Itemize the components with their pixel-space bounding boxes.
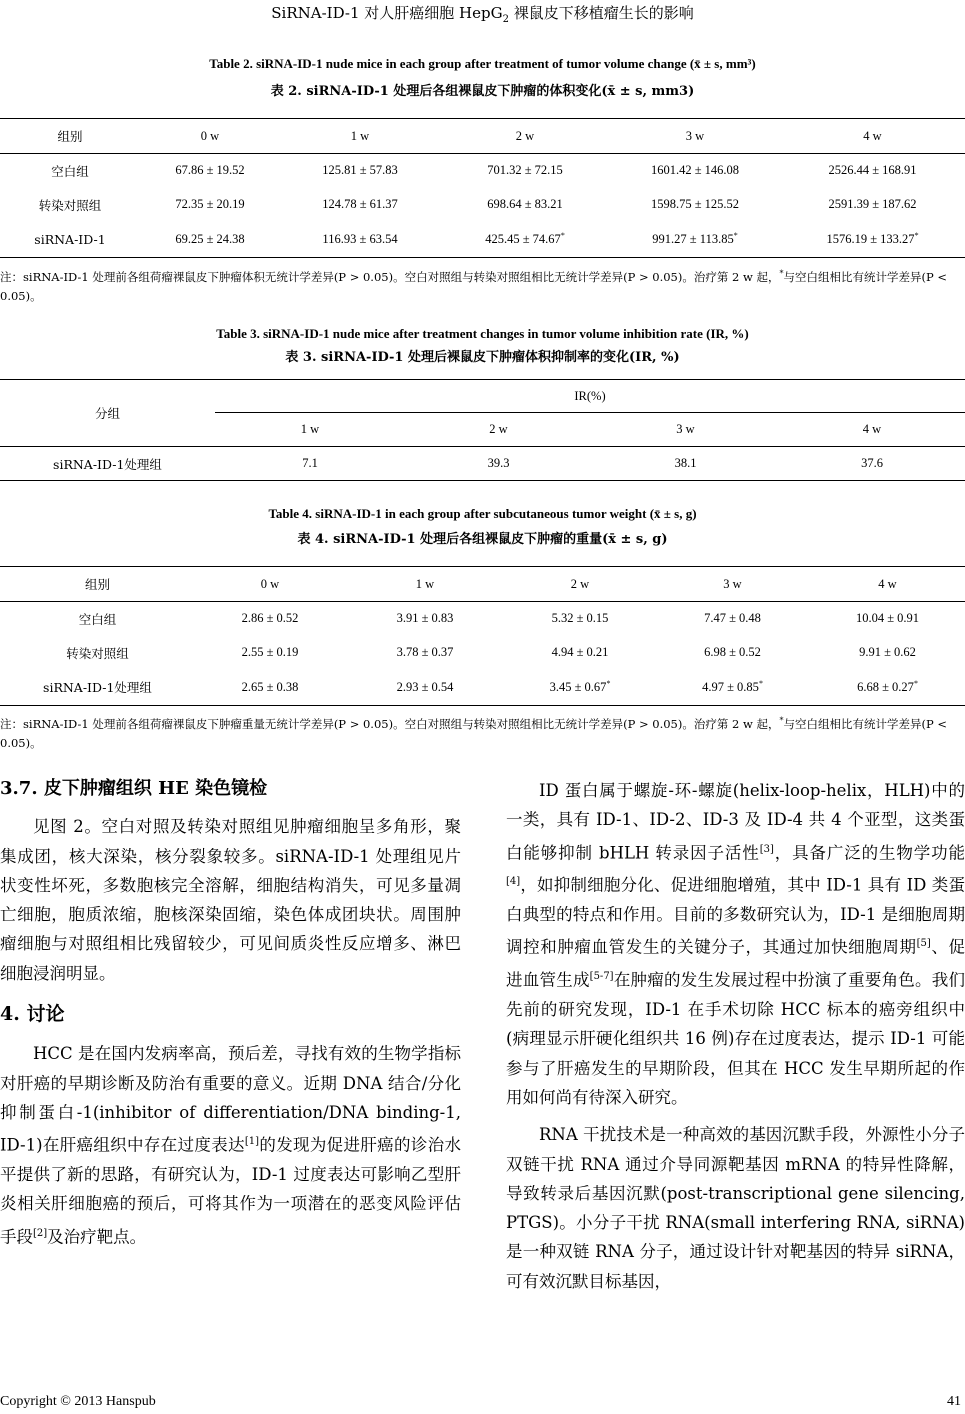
table-cell: 7.1 bbox=[302, 456, 318, 470]
header-cell: 1 w bbox=[350, 128, 370, 143]
header-cell: 组别 bbox=[84, 577, 110, 592]
section-heading-3-7: 3.7. 皮下肿瘤组织 HE 染色镜检 bbox=[0, 778, 268, 799]
row-label: siRNA-ID-1 bbox=[34, 231, 106, 247]
row-label: 空白组 bbox=[51, 163, 89, 179]
table-cell: 701.32 ± 72.15 bbox=[487, 163, 563, 178]
table-cell: 2.65 ± 0.38 bbox=[241, 679, 299, 694]
table-cell: 7.47 ± 0.48 bbox=[704, 611, 761, 626]
header-cell: 组别 bbox=[57, 129, 83, 144]
header-cell: 2 w bbox=[570, 576, 590, 591]
table-cell: 3.78 ± 0.37 bbox=[396, 645, 454, 659]
paragraph: ID 蛋白属于螺旋-环-螺旋(helix-loop-helix，HLH)中的一类，具有 ID-1、ID-2、ID-3 及 ID-4 共 4 个亚型，这类蛋白能够抑制 bHLH 转录因子活性[3]，具备广泛的生物学功能[4]，如抑制细胞分化、促进细胞增殖，其中 ID-1 具有 ID 类蛋白典型的特点和作用。目前的多数研究认为，ID-1 是细胞周期调控和肿瘤血管发生的关键分子，其通过加快细胞周期[5]、促进血管生成[5-7]在肿瘤的发生发展过程中扮演了重要角色。我们先前的研究发现，ID-1 在手术切除 HCC 标本的癌旁组织中(病理显示肝硬化组织共 16 例)存在过度表达，提示 ID-1 可能参与了肝癌发生的早期阶段，但其在 HCC 发生早期所起的作用如何尚有待深入研究。 bbox=[506, 781, 965, 1107]
table-cell: 425.45 ± 74.67* bbox=[485, 231, 565, 247]
header-cell: 2 w bbox=[489, 422, 508, 436]
header-cell: 4 w bbox=[878, 576, 897, 591]
table-cell: 1598.75 ± 125.52 bbox=[650, 197, 740, 211]
table-cell: 2.55 ± 0.19 bbox=[241, 645, 299, 659]
table-row bbox=[0, 222, 965, 258]
table-row bbox=[0, 447, 965, 481]
table-cell: 10.04 ± 0.91 bbox=[855, 611, 920, 626]
table-cell: 69.25 ± 24.38 bbox=[175, 231, 245, 246]
table-row bbox=[0, 602, 965, 636]
significance-mark: * bbox=[758, 679, 763, 689]
table-cell: 3.45 ± 0.67* bbox=[549, 679, 611, 695]
header-cell: 4 w bbox=[863, 128, 882, 143]
table4-note: 注：siRNA-ID-1 处理前各组荷瘤裸鼠皮下肿瘤重量无统计学差异(P > 0.05)。空白对照组与转染对照组相比无统计学差异(P > 0.05)。治疗第 2 w 起，*与空白组相比有统计学差异(P < 0.05)。 bbox=[0, 716, 947, 750]
right-column bbox=[506, 776, 965, 1296]
table-cell: 67.86 ± 19.52 bbox=[175, 163, 245, 178]
table-cell: 38.1 bbox=[674, 456, 697, 470]
header-cell: 3 w bbox=[676, 422, 695, 436]
header-cell: 4 w bbox=[862, 422, 882, 436]
header-cell: 1 w bbox=[300, 422, 320, 436]
table-cell: 1576.19 ± 133.27* bbox=[826, 231, 919, 247]
table-header-row bbox=[0, 380, 965, 413]
row-label: siRNA-ID-1处理组 bbox=[43, 680, 152, 696]
row-label: 空白组 bbox=[78, 611, 117, 627]
row-label: 转染对照组 bbox=[66, 645, 129, 661]
significance-mark: * bbox=[560, 231, 565, 241]
row-label: siRNA-ID-1处理组 bbox=[53, 456, 162, 472]
table-cell: 1601.42 ± 146.08 bbox=[650, 163, 740, 178]
table4-caption-en: Table 4. siRNA-ID-1 in each group after subcutaneous tumor weight (x̄ ± s, g) bbox=[268, 506, 697, 521]
table2-caption-en: Table 2. siRNA-ID-1 nude mice in each group after treatment of tumor volume change (x̄ ± s, mm³) bbox=[209, 56, 756, 71]
table-cell: 116.93 ± 63.54 bbox=[322, 231, 398, 246]
paragraph: RNA 干扰技术是一种高效的基因沉默手段，外源性小分子双链干扰 RNA 通过介导同源靶基因 mRNA 的特异性降解，导致转录后基因沉默(post-transcriptional gene silencing, PTGS)。小分子干扰 RNA(small interfering RNA, siRNA)是一种双链 RNA 分子，通过设计针对靶基因的特异 siRNA，可有效沉默目标基因， bbox=[506, 1125, 965, 1291]
section-heading-4: 4. 讨论 bbox=[0, 1003, 65, 1026]
table-cell: 2.93 ± 0.54 bbox=[396, 679, 454, 694]
table-cell: 9.91 ± 0.62 bbox=[859, 645, 916, 659]
table4 bbox=[0, 566, 965, 706]
table3 bbox=[0, 379, 965, 481]
row-label: 转染对照组 bbox=[38, 197, 102, 213]
table-cell: 3.91 ± 0.83 bbox=[396, 611, 454, 626]
header-cell-ir: IR(%) bbox=[215, 380, 965, 413]
table-header-row bbox=[0, 119, 965, 154]
table-row bbox=[0, 670, 965, 706]
header-cell: 3 w bbox=[685, 128, 705, 143]
header-cell: 0 w bbox=[200, 128, 220, 143]
header-cell: 3 w bbox=[723, 576, 742, 591]
significance-mark: * bbox=[914, 231, 919, 241]
table-cell: 6.98 ± 0.52 bbox=[704, 645, 761, 659]
table2-caption-zh: 表 2. siRNA-ID-1 处理后各组裸鼠皮下肿瘤的体积变化(x̄ ± s, mm3) bbox=[270, 84, 695, 99]
table-cell: 4.97 ± 0.85* bbox=[702, 679, 763, 695]
table-cell: 72.35 ± 20.19 bbox=[175, 197, 245, 211]
footer-copyright: Copyright © 2013 Hanspub bbox=[0, 1394, 156, 1409]
significance-mark: * bbox=[606, 679, 611, 689]
table-header-row bbox=[0, 567, 965, 602]
table-cell: 698.64 ± 83.21 bbox=[487, 197, 563, 211]
table2-note: 注：siRNA-ID-1 处理前各组荷瘤裸鼠皮下肿瘤体积无统计学差异(P > 0.05)。空白对照组与转染对照组相比无统计学差异(P > 0.05)。治疗第 2 w 起，*与空白组相比有统计学差异(P < 0.05)。 bbox=[0, 269, 947, 303]
significance-mark: * bbox=[733, 231, 738, 241]
header-cell: 0 w bbox=[260, 576, 280, 591]
header-cell-group: 分组 bbox=[0, 380, 215, 447]
table4-caption-zh: 表 4. siRNA-ID-1 处理后各组裸鼠皮下肿瘤的重量(x̄ ± s, g) bbox=[297, 532, 668, 547]
table-row bbox=[0, 636, 965, 670]
table-cell: 4.94 ± 0.21 bbox=[551, 645, 609, 659]
paragraph: HCC 是在国内发病率高，预后差，寻找有效的生物学指标对肝癌的早期诊断及防治有重要的意义。近期 DNA 结合/分化抑制蛋白-1(inhibitor of differentiation/DNA binding-1, ID-1)在肝癌组织中存在过度表达[1]的发现为促进肝癌的诊治水平提供了新的思路，有研究认为，ID-1 过度表达可影响乙型肝炎相关肝细胞癌的预后，可将其作为一项潜在的恶变风险评估手段[2]及治疗靶点。 bbox=[0, 1044, 461, 1247]
table-cell: 37.6 bbox=[861, 456, 883, 470]
table-cell: 124.78 ± 61.37 bbox=[322, 197, 398, 211]
table-cell: 39.3 bbox=[487, 456, 510, 470]
table-cell: 2526.44 ± 168.91 bbox=[828, 163, 917, 178]
table-row bbox=[0, 154, 965, 188]
table-cell: 6.68 ± 0.27* bbox=[857, 679, 918, 695]
significance-mark: * bbox=[913, 679, 918, 689]
table3-caption-zh: 表 3. siRNA-ID-1 处理后裸鼠皮下肿瘤体积抑制率的变化(IR, %) bbox=[285, 350, 680, 365]
table3-caption-en: Table 3. siRNA-ID-1 nude mice after treatment changes in tumor volume inhibition rate (IR, %) bbox=[216, 326, 749, 341]
left-column bbox=[0, 774, 461, 1251]
table-cell: 2.86 ± 0.52 bbox=[241, 611, 299, 626]
header-cell: 2 w bbox=[515, 128, 535, 143]
table-cell: 2591.39 ± 187.62 bbox=[828, 197, 917, 211]
page-number: 41 bbox=[947, 1394, 961, 1409]
table2 bbox=[0, 118, 965, 258]
paragraph: 见图 2。空白对照及转染对照组见肿瘤细胞呈多角形，聚集成团，核大深染，核分裂象较多。siRNA-ID-1 处理组见片状变性坏死，多数胞核完全溶解，细胞结构消失，可见多量凋亡细胞，胞质浓缩，胞核深染固缩，染色体成团块状。周围肿瘤细胞与对照组相比残留较少，可见间质炎性反应增多、淋巴细胞浸润明显。 bbox=[0, 817, 461, 983]
header-cell: 1 w bbox=[415, 576, 435, 591]
table-row bbox=[0, 188, 965, 222]
table-cell: 5.32 ± 0.15 bbox=[551, 611, 609, 626]
running-header: SiRNA-ID-1 对人肝癌细胞 HepG$_2$ 裸鼠皮下移植瘤生长的影响 bbox=[271, 4, 694, 25]
table-cell: 125.81 ± 57.83 bbox=[322, 163, 398, 178]
table-cell: 991.27 ± 113.85* bbox=[652, 231, 738, 247]
